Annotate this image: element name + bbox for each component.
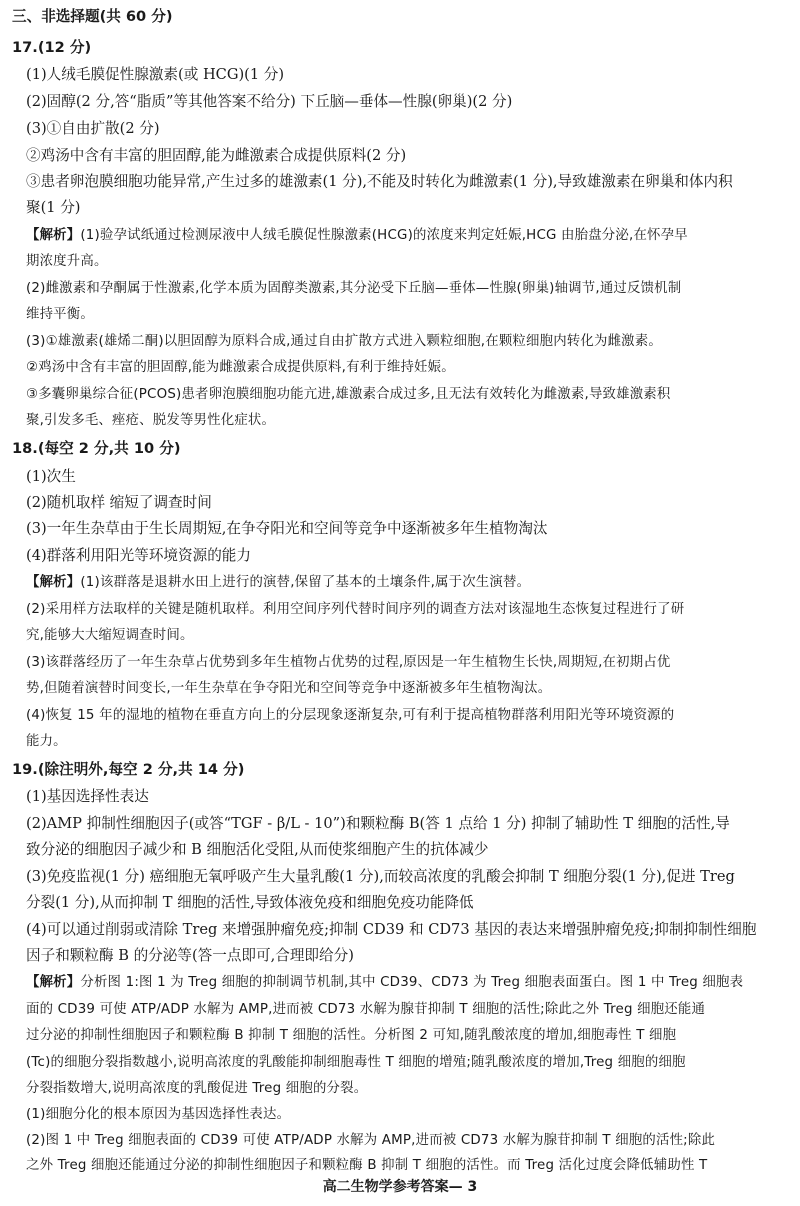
q19-analysis-p2: (1)细胞分化的根本原因为基因选择性表达。	[26, 1107, 291, 1122]
q17-header: 17.(12 分)	[12, 39, 92, 56]
q17-analysis-p5: ③多囊卵巢综合征(PCOS)患者卵泡膜细胞功能亢进,雄激素合成过多,且无法有效转化为雌激素,导致雄激素积	[26, 387, 671, 402]
q19-analysis-p1-l4: (Tc)的细胞分裂指数越小,说明高浓度的乳酸能抑制细胞毒性 T 细胞的增殖;随乳酸浓度的增加,Treg 细胞的细胞	[26, 1055, 686, 1070]
q17-analysis-p2: (2)雌激素和孕酮属于性激素,化学本质为固醇类激素,其分泌受下丘脑—垂体—性腺(卵巢)轴调节,通过反馈机制	[26, 281, 682, 296]
q19-answer-4: (4)可以通过削弱或清除 Treg 来增强肿瘤免疫;抑制 CD39 和 CD73 基因的表达来增强肿瘤免疫;抑制抑制性细胞	[26, 921, 757, 938]
analysis-tag: 【解析】	[26, 228, 81, 243]
q18-analysis-p1: (1)该群落是退耕水田上进行的演替,保留了基本的土壤条件,属于次生演替。	[80, 575, 531, 590]
q18-answer-2: (2)随机取样 缩短了调查时间	[26, 494, 212, 511]
q19-answer-2-cont: 致分泌的细胞因子减少和 B 细胞活化受阻,从而使浆细胞产生的抗体减少	[26, 841, 489, 858]
q19-analysis-p1-l3: 过分泌的抑制性细胞因子和颗粒酶 B 抑制 T 细胞的活性。分析图 2 可知,随乳酸浓度的增加,细胞毒性 T 细胞	[26, 1028, 677, 1043]
q19-analysis-p1-l2: 面的 CD39 可使 ATP/ADP 水解为 AMP,进而被 CD73 水解为腺苷抑制 T 细胞的活性;除此之外 Treg 细胞还能通	[26, 1002, 706, 1017]
q17-analysis-p2-cont: 维持平衡。	[26, 307, 94, 322]
q18-header: 18.(每空 2 分,共 10 分)	[12, 440, 181, 457]
q18-answer-1: (1)次生	[26, 468, 76, 485]
q19-analysis-p3: (2)图 1 中 Treg 细胞表面的 CD39 可使 ATP/ADP 水解为 AMP,进而被 CD73 水解为腺苷抑制 T 细胞的活性;除此	[26, 1133, 716, 1148]
q19-answer-2: (2)AMP 抑制性细胞因子(或答“TGF - β/L - 10”)和颗粒酶 B(答 1 点给 1 分) 抑制了辅助性 T 细胞的活性,导	[26, 815, 730, 832]
page-footer: 高二生物学参考答案— 3	[322, 1179, 478, 1195]
q19-analysis	[26, 972, 788, 993]
q19-answer-3-cont: 分裂(1 分),从而抑制 T 细胞的活性,导致体液免疫和细胞免疫功能降低	[26, 894, 474, 911]
q18-answer-3: (3)一年生杂草由于生长周期短,在争夺阳光和空间等竞争中逐渐被多年生植物淘汰	[26, 520, 548, 537]
q18-analysis	[26, 572, 788, 593]
analysis-tag: 【解析】	[26, 575, 81, 590]
q17-answer-2: (2)固醇(2 分,答“脂质”等其他答案不给分) 下丘脑—垂体—性腺(卵巢)(2 分)	[26, 93, 513, 110]
q19-answer-1: (1)基因选择性表达	[26, 788, 149, 805]
q17-analysis-p5-cont: 聚,引发多毛、痤疮、脱发等男性化症状。	[26, 413, 276, 428]
q19-answer-3: (3)免疫监视(1 分) 癌细胞无氧呼吸产生大量乳酸(1 分),而较高浓度的乳酸会抑制 T 细胞分裂(1 分),促进 Treg	[26, 868, 735, 885]
q17-analysis-p1-cont: 期浓度升高。	[26, 254, 108, 269]
q17-answer-3a: (3)①自由扩散(2 分)	[26, 120, 160, 137]
q17-answer-3c-cont: 聚(1 分)	[26, 199, 81, 216]
q18-analysis-p3: (3)该群落经历了一年生杂草占优势到多年生植物占优势的过程,原因是一年生植物生长快,周期短,在初期占优	[26, 655, 671, 670]
q17-analysis-p1: (1)验孕试纸通过检测尿液中人绒毛膜促性腺激素(HCG)的浓度来判定妊娠,HCG 由胎盘分泌,在怀孕早	[80, 228, 688, 243]
q19-analysis-p1-l5: 分裂指数增大,说明高浓度的乳酸促进 Treg 细胞的分裂。	[26, 1081, 368, 1096]
q17-analysis-p4: ②鸡汤中含有丰富的胆固醇,能为雌激素合成提供原料,有利于维持妊娠。	[26, 360, 455, 375]
q18-analysis-p2-cont: 究,能够大大缩短调查时间。	[26, 628, 194, 643]
q17-answer-3b: ②鸡汤中含有丰富的胆固醇,能为雌激素合成提供原料(2 分)	[26, 147, 407, 164]
section-title: 三、非选择题(共 60 分)	[12, 8, 173, 25]
q18-analysis-p4-cont: 能力。	[26, 734, 67, 749]
q18-analysis-p2: (2)采用样方法取样的关键是随机取样。利用空间序列代替时间序列的调查方法对该湿地生态恢复过程进行了研	[26, 602, 685, 617]
q18-answer-4: (4)群落利用阳光等环境资源的能力	[26, 547, 251, 564]
q19-analysis-p1: 分析图 1:图 1 为 Treg 细胞的抑制调节机制,其中 CD39、CD73 为 Treg 细胞表面蛋白。图 1 中 Treg 细胞表	[80, 975, 744, 990]
q19-analysis-p3-l2: 之外 Treg 细胞还能通过分泌的抑制性细胞因子和颗粒酶 B 抑制 T 细胞的活性。而 Treg 活化过度会降低辅助性 T	[26, 1158, 708, 1173]
q17-answer-1: (1)人绒毛膜促性腺激素(或 HCG)(1 分)	[26, 66, 285, 83]
q19-header: 19.(除注明外,每空 2 分,共 14 分)	[12, 761, 245, 778]
q17-analysis	[26, 225, 788, 246]
q18-analysis-p3-cont: 势,但随着演替时间变长,一年生杂草在争夺阳光和空间等竞争中逐渐被多年生植物淘汰。	[26, 681, 552, 696]
analysis-tag: 【解析】	[26, 975, 81, 990]
q19-answer-4-cont: 因子和颗粒酶 B 的分泌等(答一点即可,合理即给分)	[26, 947, 354, 964]
q17-answer-3c: ③患者卵泡膜细胞功能异常,产生过多的雄激素(1 分),不能及时转化为雌激素(1 分),导致雄激素在卵巢和体内积	[26, 173, 733, 190]
q18-analysis-p4: (4)恢复 15 年的湿地的植物在垂直方向上的分层现象逐渐复杂,可有利于提高植物群落利用阳光等环境资源的	[26, 708, 675, 723]
q17-analysis-p3: (3)①雄激素(雄烯二酮)以胆固醇为原料合成,通过自由扩散方式进入颗粒细胞,在颗粒细胞内转化为雌激素。	[26, 334, 662, 349]
